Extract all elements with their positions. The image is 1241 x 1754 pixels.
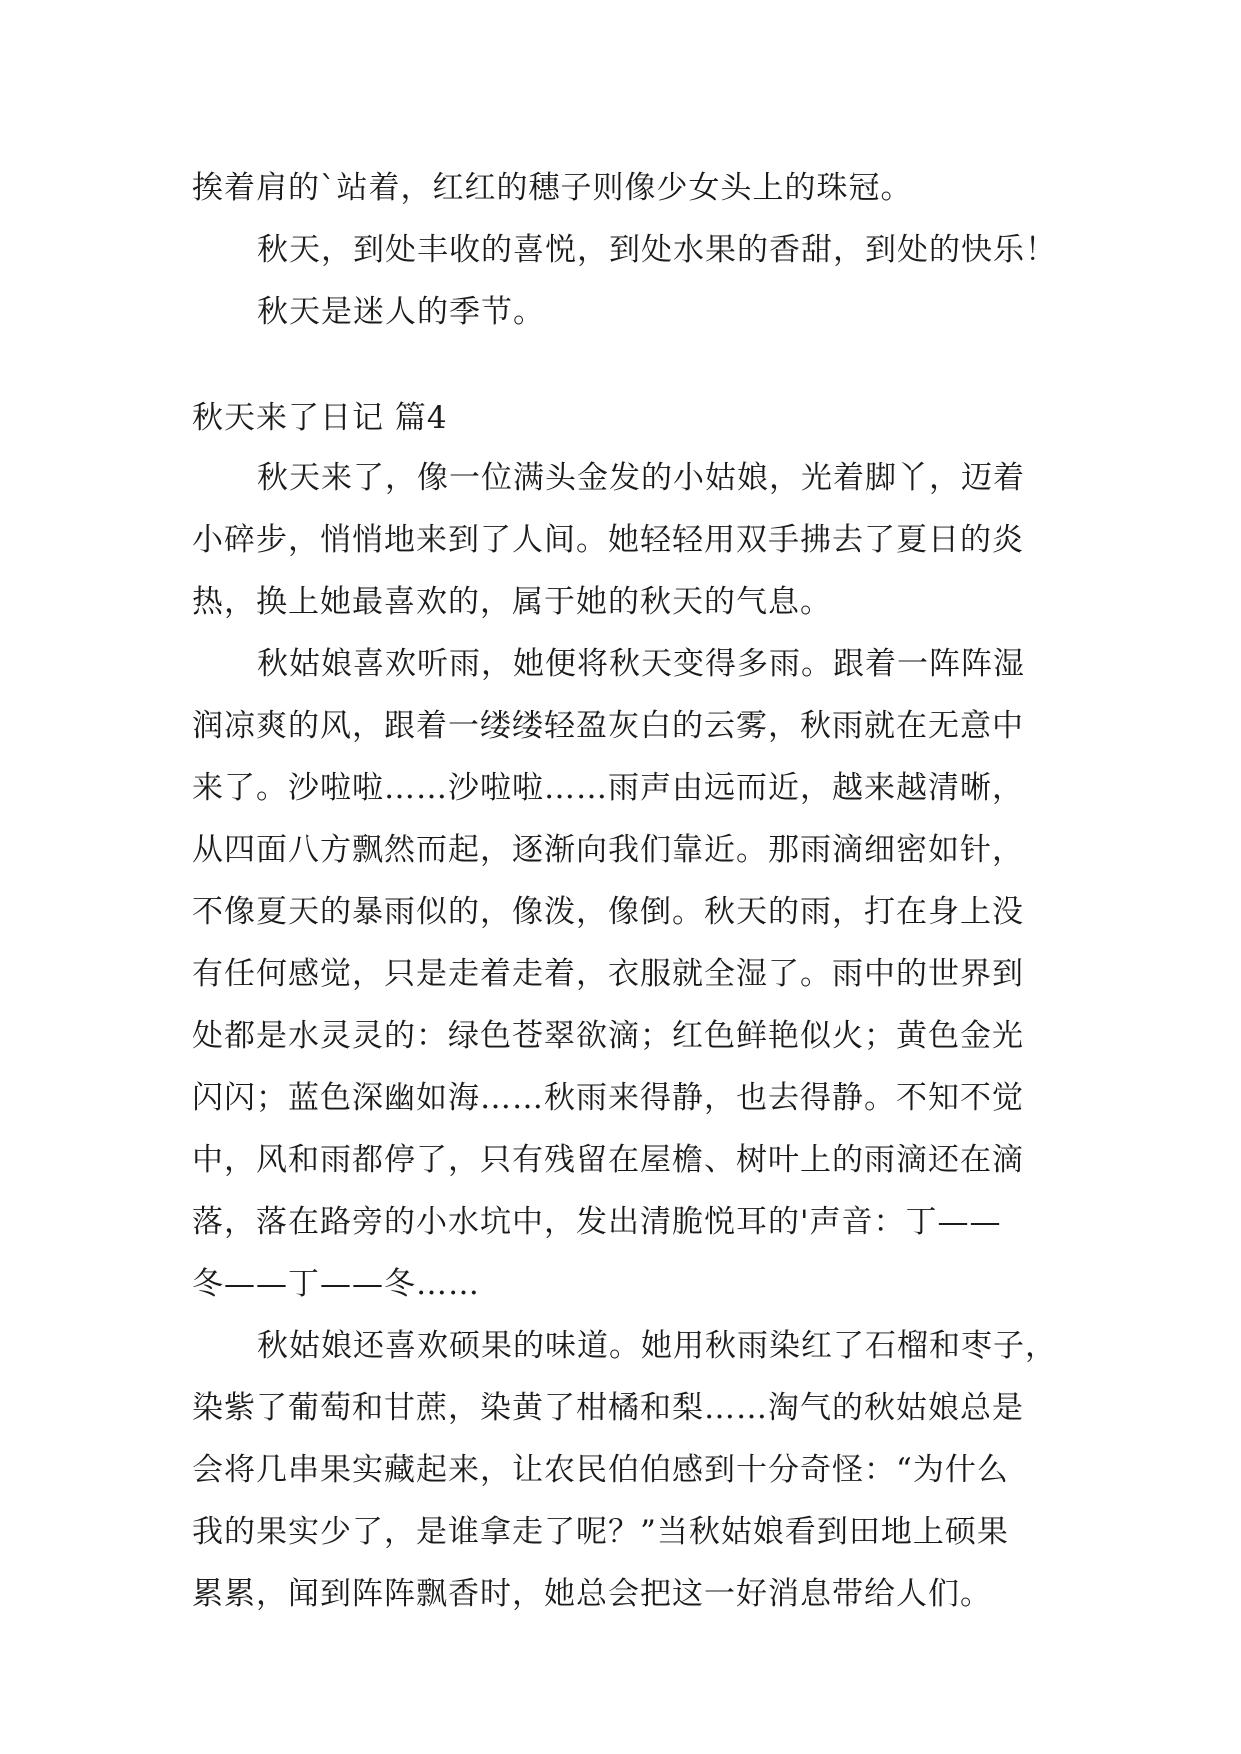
paragraph-line: 闪闪；蓝色深幽如海……秋雨来得静，也去得静。不知不觉: [192, 1080, 1024, 1116]
paragraph-line: 来了。沙啦啦……沙啦啦……雨声由远而近，越来越清晰，: [192, 770, 1024, 806]
paragraph-line: 我的果实少了，是谁拿走了呢？”当秋姑娘看到田地上硕果: [192, 1514, 1009, 1550]
paragraph-line: 挨着肩的`站着，红红的穗子则像少女头上的珠冠。: [192, 170, 913, 206]
paragraph-line: 冬——丁——冬……: [192, 1266, 480, 1302]
paragraph-line: 中，风和雨都停了，只有残留在屋檐、树叶上的雨滴还在滴: [192, 1142, 1024, 1178]
paragraph-line: 秋姑娘还喜欢硕果的味道。她用秋雨染红了石榴和枣子，: [257, 1328, 1057, 1364]
paragraph-line: 秋天，到处丰收的喜悦，到处水果的香甜，到处的快乐！: [257, 232, 1057, 268]
paragraph-line: 小碎步，悄悄地来到了人间。她轻轻用双手拂去了夏日的炎: [192, 522, 1024, 558]
paragraph-line: 热，换上她最喜欢的，属于她的秋天的气息。: [192, 584, 832, 620]
section-heading: 秋天来了日记 篇4: [192, 400, 448, 436]
paragraph-line: 不像夏天的暴雨似的，像泼，像倒。秋天的雨，打在身上没: [192, 894, 1024, 930]
paragraph-line: 从四面八方飘然而起，逐渐向我们靠近。那雨滴细密如针，: [192, 832, 1024, 868]
paragraph-line: 有任何感觉，只是走着走着，衣服就全湿了。雨中的世界到: [192, 956, 1024, 992]
paragraph-line: 染紫了葡萄和甘蔗，染黄了柑橘和梨……淘气的秋姑娘总是: [192, 1390, 1024, 1426]
paragraph-line: 累累，闻到阵阵飘香时，她总会把这一好消息带给人们。: [192, 1576, 992, 1612]
paragraph-line: 秋天是迷人的季节。: [257, 294, 545, 330]
paragraph-line: 秋姑娘喜欢听雨，她便将秋天变得多雨。跟着一阵阵湿: [257, 646, 1025, 682]
paragraph-line: 秋天来了，像一位满头金发的小姑娘，光着脚丫，迈着: [257, 460, 1025, 496]
paragraph-line: 润凉爽的风，跟着一缕缕轻盈灰白的云雾，秋雨就在无意中: [192, 708, 1024, 744]
paragraph-line: 处都是水灵灵的：绿色苍翠欲滴；红色鲜艳似火；黄色金光: [192, 1018, 1024, 1054]
paragraph-line: 落，落在路旁的小水坑中，发出清脆悦耳的'声音：丁——: [192, 1204, 1002, 1240]
paragraph-line: 会将几串果实藏起来，让农民伯伯感到十分奇怪：“为什么: [192, 1452, 1009, 1488]
